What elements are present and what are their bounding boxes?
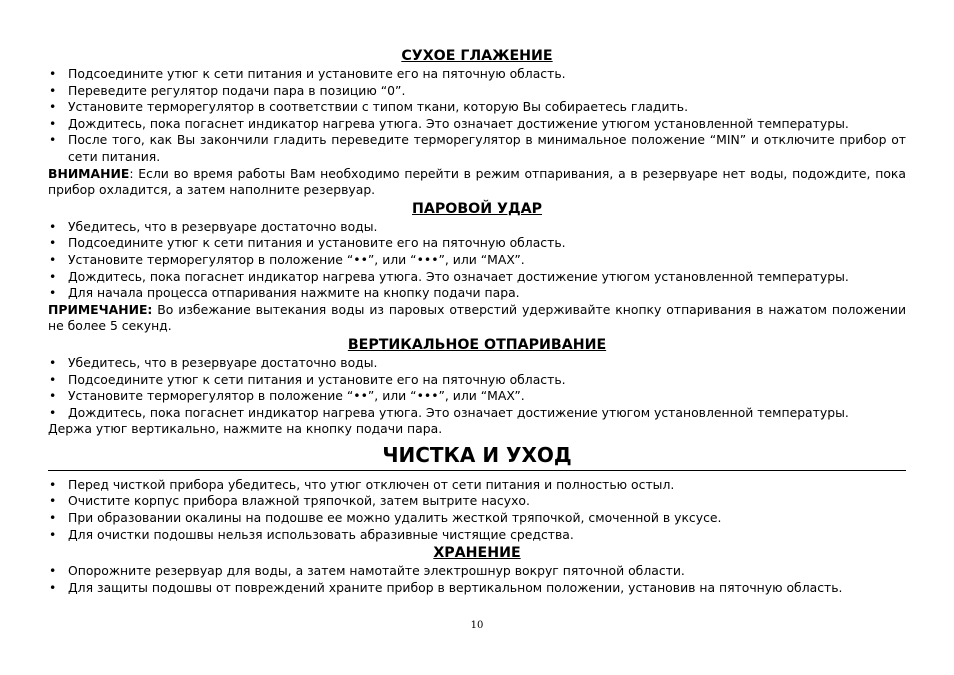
list-item: • При образовании окалины на подошве ее можно удалить жесткой тряпочкой, смоченной в уксусе.: [48, 510, 906, 527]
note-text: Во избежание вытекания воды из паровых отверстий удерживайте кнопку отпаривания в нажатом положении не более 5 секунд.: [48, 301, 906, 334]
warning-paragraph: [48, 166, 906, 199]
list-item: • Для очистки подошвы нельзя использовать абразивные чистящие средства.: [48, 527, 906, 544]
steam-shot-list: [48, 219, 906, 302]
list-item: • Дождитесь, пока погаснет индикатор нагрева утюга. Это означает достижение утюгом установленной температуры.: [48, 405, 906, 422]
list-item: • Дождитесь, пока погаснет индикатор нагрева утюга. Это означает достижение утюгом установленной температуры.: [48, 269, 906, 286]
list-item: • Подсоедините утюг к сети питания и установите его на пяточную область.: [48, 372, 906, 389]
section-title-steam-shot: ПАРОВОЙ УДАР: [412, 200, 542, 217]
list-item: • Установите терморегулятор в соответствии с типом ткани, которую Вы собираетесь гладить.: [48, 99, 906, 116]
list-item: • Опорожните резервуар для воды, а затем намотайте электрошнур вокруг пяточной области.: [48, 563, 906, 580]
dry-ironing-list: [48, 66, 906, 166]
note-paragraph: [48, 302, 906, 335]
section-title-cleaning: ЧИСТКА И УХОД: [48, 442, 906, 471]
list-item: • После того, как Вы закончили гладить переведите терморегулятор в минимальное положение “MIN” и отключите прибор от сети питания.: [48, 132, 906, 165]
list-item: • Дождитесь, пока погаснет индикатор нагрева утюга. Это означает достижение утюгом установленной температуры.: [48, 116, 906, 133]
vertical-steam-tail: Держа утюг вертикально, нажмите на кнопку подачи пара.: [48, 421, 443, 437]
cleaning-list: [48, 477, 906, 543]
manual-page: [48, 47, 906, 596]
list-item: • Подсоедините утюг к сети питания и установите его на пяточную область.: [48, 235, 906, 252]
list-item: • Установите терморегулятор в положение “••”, или “•••”, или “MAX”.: [48, 388, 906, 405]
list-item: • Очистите корпус прибора влажной тряпочкой, затем вытрите насухо.: [48, 493, 906, 510]
vertical-steam-list: [48, 355, 906, 421]
storage-list: [48, 563, 906, 596]
warning-label: ВНИМАНИЕ: [48, 165, 130, 181]
list-item: • Установите терморегулятор в положение “••”, или “•••”, или “MAX”.: [48, 252, 906, 269]
list-item: • Убедитесь, что в резервуаре достаточно воды.: [48, 355, 906, 372]
section-title-storage: ХРАНЕНИЕ: [433, 545, 521, 562]
section-title-dry-ironing: СУХОЕ ГЛАЖЕНИЕ: [401, 48, 553, 64]
list-item: • Для начала процесса отпаривания нажмите на кнопку подачи пара.: [48, 285, 906, 302]
list-item: • Для защиты подошвы от повреждений храните прибор в вертикальном положении, установив на пяточную область.: [48, 580, 906, 597]
warning-text: : Если во время работы Вам необходимо перейти в режим отпаривания, а в резервуаре нет воды, подождите, пока прибор охладится, а затем наполните резервуар.: [48, 165, 906, 198]
list-item: • Убедитесь, что в резервуаре достаточно воды.: [48, 219, 906, 236]
page-number: 10: [470, 620, 484, 631]
list-item: • Подсоедините утюг к сети питания и установите его на пяточную область.: [48, 66, 906, 83]
list-item: • Переведите регулятор подачи пара в позицию “0”.: [48, 83, 906, 100]
list-item: • Перед чисткой прибора убедитесь, что утюг отключен от сети питания и полностью остыл.: [48, 477, 906, 494]
section-title-vertical-steam: ВЕРТИКАЛЬНОЕ ОТПАРИВАНИЕ: [347, 336, 607, 353]
note-label: ПРИМЕЧАНИЕ:: [48, 301, 153, 317]
